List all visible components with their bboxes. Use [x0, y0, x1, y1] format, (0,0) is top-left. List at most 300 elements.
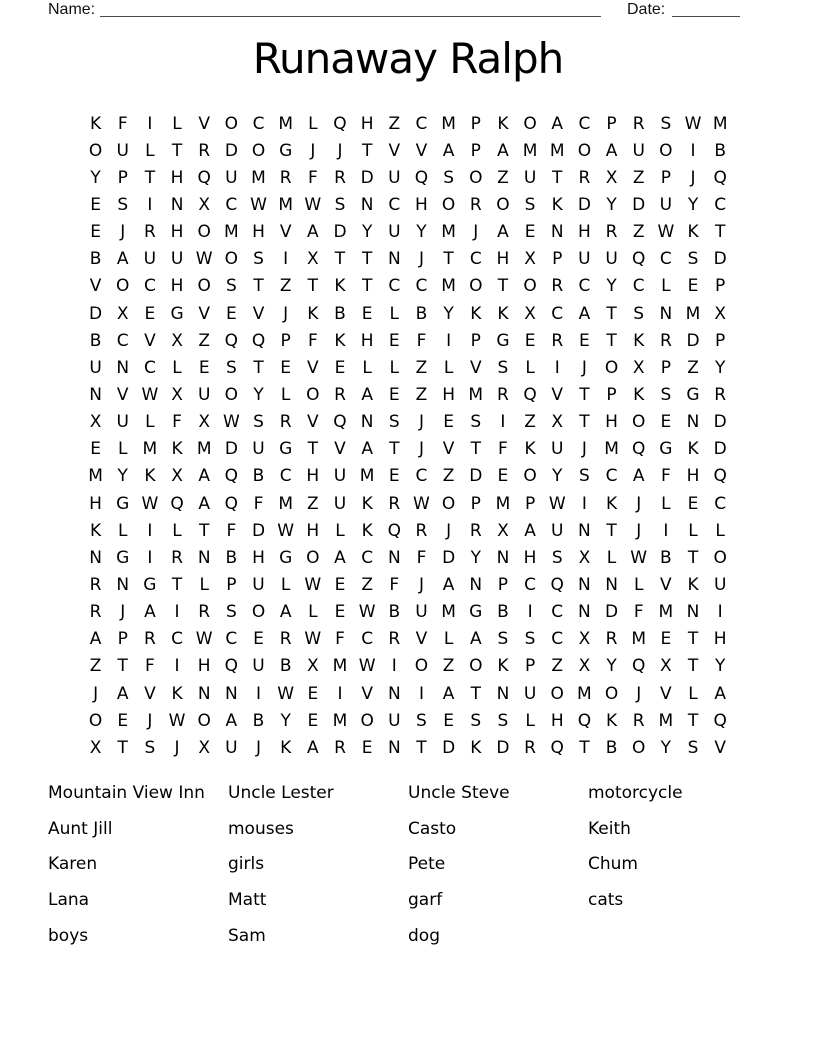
grid-letter: E — [280, 357, 292, 378]
grid-letter: O — [224, 113, 239, 134]
grid-letter: M — [332, 710, 348, 731]
grid-letter: N — [170, 194, 184, 215]
grid-letter: Z — [551, 656, 564, 677]
grid-letter: C — [143, 357, 156, 378]
grid-letter: E — [579, 330, 590, 351]
grid-letter: K — [90, 520, 102, 541]
grid-letter: T — [253, 357, 264, 378]
grid-letter: O — [523, 113, 537, 134]
grid-letter: L — [362, 357, 372, 378]
grid-letter: T — [117, 737, 128, 758]
grid-letter: E — [524, 222, 536, 243]
grid-letter: Z — [632, 167, 645, 188]
grid-row — [82, 544, 734, 571]
grid-letter: N — [469, 574, 483, 595]
grid-letter: N — [387, 547, 401, 568]
grid-letter: A — [116, 249, 129, 270]
grid-letter: J — [283, 303, 289, 324]
grid-letter: T — [687, 629, 699, 650]
grid-letter: N — [686, 602, 700, 623]
grid-letter: Z — [524, 412, 536, 433]
grid-letter: G — [469, 602, 483, 623]
grid-letter: C — [578, 276, 591, 297]
grid-letter: N — [578, 520, 591, 541]
grid-letter: L — [633, 574, 644, 595]
grid-letter: R — [469, 520, 482, 541]
grid-letter: T — [579, 384, 590, 405]
grid-letter: L — [661, 493, 671, 514]
grid-letter: T — [416, 737, 427, 758]
grid-letter: X — [578, 656, 591, 677]
grid-letter: K — [497, 656, 509, 677]
grid-letter: T — [117, 656, 128, 677]
grid-letter: V — [279, 222, 292, 243]
grid-letter: P — [524, 656, 536, 677]
grid-letter: B — [660, 547, 672, 568]
word-list-item: cats — [588, 890, 624, 911]
grid-letter: K — [687, 574, 699, 595]
grid-letter: V — [415, 140, 428, 161]
grid-letter: F — [117, 113, 128, 134]
grid-letter: T — [171, 574, 183, 595]
grid-letter: J — [418, 412, 424, 433]
grid-letter: R — [551, 276, 564, 297]
grid-letter: S — [551, 547, 563, 568]
grid-letter: S — [524, 194, 536, 215]
grid-letter: E — [334, 602, 346, 623]
grid-letter: P — [715, 276, 726, 297]
grid-letter: I — [500, 412, 506, 433]
grid-letter: Q — [550, 737, 564, 758]
grid-letter: K — [280, 737, 292, 758]
grid-letter: S — [660, 113, 672, 134]
grid-letter: L — [145, 140, 155, 161]
grid-letter: A — [307, 222, 319, 243]
grid-letter: B — [89, 330, 102, 351]
grid-letter: K — [171, 439, 183, 460]
grid-letter: R — [551, 330, 564, 351]
grid-letter: Q — [224, 330, 239, 351]
grid-letter: R — [171, 547, 183, 568]
grid-letter: O — [224, 249, 239, 270]
grid-letter: M — [441, 113, 456, 134]
grid-letter: A — [605, 140, 618, 161]
grid-letter: I — [147, 547, 153, 568]
grid-letter: O — [469, 656, 483, 677]
grid-letter: E — [225, 303, 237, 324]
grid-letter: J — [174, 737, 180, 758]
grid-letter: U — [551, 439, 564, 460]
grid-letter: M — [332, 656, 348, 677]
grid-letter: E — [90, 439, 101, 460]
grid-letter: D — [251, 520, 266, 541]
grid-letter: Q — [632, 439, 646, 460]
grid-letter: S — [687, 249, 699, 270]
grid-letter: A — [578, 303, 591, 324]
grid-letter: A — [497, 222, 509, 243]
grid-letter: C — [116, 330, 129, 351]
grid-letter: W — [222, 412, 240, 433]
grid-letter: O — [659, 140, 673, 161]
grid-letter: U — [89, 357, 102, 378]
word-list-item: Pete — [408, 854, 446, 875]
grid-letter: D — [224, 439, 238, 460]
grid-letter: I — [446, 330, 452, 351]
grid-letter: E — [253, 629, 264, 650]
grid-letter: V — [116, 384, 129, 405]
grid-letter: I — [717, 602, 723, 623]
grid-row — [82, 653, 734, 680]
grid-letter: L — [443, 357, 454, 378]
grid-row — [82, 680, 734, 707]
grid-letter: H — [550, 710, 564, 731]
grid-letter: L — [389, 303, 400, 324]
grid-letter: X — [551, 412, 564, 433]
grid-letter: C — [551, 629, 564, 650]
grid-letter: M — [224, 222, 239, 243]
grid-letter: Y — [117, 466, 128, 487]
grid-letter: M — [495, 493, 511, 514]
grid-row — [82, 707, 734, 734]
grid-letter: N — [659, 303, 673, 324]
grid-letter: J — [690, 167, 696, 188]
grid-letter: V — [144, 330, 156, 351]
grid-letter: O — [469, 167, 483, 188]
grid-letter: P — [660, 357, 671, 378]
grid-letter: Q — [414, 167, 429, 188]
grid-letter: W — [684, 113, 702, 134]
grid-letter: Z — [307, 493, 319, 514]
grid-letter: E — [388, 330, 400, 351]
word-list-item: Chum — [588, 854, 638, 875]
grid-letter: M — [278, 493, 293, 514]
grid-row — [82, 273, 734, 300]
grid-letter: T — [253, 276, 264, 297]
grid-letter: J — [636, 520, 642, 541]
grid-letter: L — [172, 113, 182, 134]
grid-letter: L — [308, 113, 318, 134]
grid-letter: K — [687, 222, 699, 243]
grid-letter: S — [470, 412, 482, 433]
grid-letter: C — [361, 629, 374, 650]
word-list-column — [48, 776, 228, 954]
grid-letter: R — [279, 412, 292, 433]
grid-letter: L — [688, 520, 698, 541]
grid-letter: P — [470, 113, 481, 134]
grid-letter: J — [337, 140, 343, 161]
grid-letter: R — [632, 113, 645, 134]
grid-letter: P — [226, 574, 237, 595]
grid-letter: P — [117, 629, 128, 650]
grid-letter: R — [89, 574, 102, 595]
grid-letter: N — [360, 194, 374, 215]
grid-letter: L — [335, 520, 345, 541]
grid-letter: D — [469, 466, 483, 487]
grid-letter: K — [605, 710, 618, 731]
grid-letter: J — [473, 222, 479, 243]
grid-letter: S — [578, 466, 590, 487]
grid-letter: O — [550, 683, 564, 704]
grid-letter: T — [606, 303, 617, 324]
grid-row — [82, 490, 734, 517]
grid-letter: H — [170, 167, 184, 188]
grid-letter: H — [415, 194, 428, 215]
grid-letter: H — [686, 466, 700, 487]
grid-letter: E — [361, 303, 373, 324]
grid-letter: X — [307, 249, 319, 270]
grid-letter: E — [334, 357, 346, 378]
grid-letter: R — [578, 167, 591, 188]
grid-letter: K — [334, 276, 346, 297]
grid-letter: O — [197, 276, 211, 297]
word-list-item: garf — [408, 890, 443, 911]
grid-letter: Z — [361, 574, 373, 595]
grid-letter: X — [89, 737, 102, 758]
grid-letter: T — [579, 412, 590, 433]
grid-letter: Q — [713, 466, 727, 487]
grid-letter: L — [145, 412, 155, 433]
grid-letter: A — [361, 384, 373, 405]
grid-letter: E — [443, 412, 454, 433]
grid-letter: S — [225, 276, 237, 297]
grid-letter: I — [581, 493, 587, 514]
grid-letter: S — [443, 167, 454, 188]
grid-letter: P — [470, 493, 481, 514]
grid-letter: V — [660, 683, 672, 704]
grid-letter: E — [361, 737, 373, 758]
grid-letter: U — [713, 574, 727, 595]
grid-letter: C — [279, 466, 292, 487]
grid-letter: B — [89, 249, 102, 270]
grid-letter: S — [687, 737, 699, 758]
grid-row — [82, 599, 734, 626]
grid-letter: Z — [687, 357, 699, 378]
grid-letter: C — [659, 249, 672, 270]
grid-letter: R — [279, 629, 292, 650]
grid-letter: E — [660, 629, 672, 650]
grid-letter: X — [198, 194, 211, 215]
grid-letter: C — [388, 276, 401, 297]
word-list-item: Matt — [228, 890, 267, 911]
grid-letter: Z — [415, 357, 428, 378]
grid-letter: S — [470, 710, 482, 731]
grid-letter: W — [630, 547, 648, 568]
grid-letter: N — [89, 384, 102, 405]
grid-letter: Q — [333, 113, 347, 134]
grid-letter: R — [89, 602, 102, 623]
grid-letter: R — [198, 602, 211, 623]
grid-letter: U — [388, 167, 401, 188]
grid-letter: H — [306, 466, 320, 487]
grid-letter: T — [443, 249, 454, 270]
grid-letter: D — [577, 194, 591, 215]
grid-letter: S — [334, 194, 346, 215]
grid-letter: Q — [713, 167, 727, 188]
word-list-item: Sam — [228, 925, 266, 946]
grid-letter: R — [497, 384, 509, 405]
grid-letter: C — [714, 493, 727, 514]
grid-letter: D — [333, 222, 347, 243]
grid-letter: R — [388, 629, 401, 650]
grid-letter: H — [496, 249, 510, 270]
grid-letter: L — [688, 683, 698, 704]
grid-letter: A — [361, 439, 373, 460]
word-list-item: Casto — [408, 818, 457, 839]
word-list-item: Lana — [48, 890, 90, 911]
grid-letter: T — [389, 439, 400, 460]
grid-letter: H — [577, 222, 591, 243]
grid-letter: T — [334, 249, 346, 270]
grid-row — [82, 571, 734, 598]
grid-letter: D — [224, 140, 238, 161]
grid-letter: O — [414, 656, 429, 677]
grid-letter: Y — [90, 167, 101, 188]
grid-letter: Z — [415, 384, 428, 405]
grid-letter: Z — [388, 113, 401, 134]
grid-letter: A — [714, 683, 726, 704]
grid-letter: F — [416, 547, 427, 568]
grid-letter: U — [225, 737, 238, 758]
grid-letter: G — [279, 140, 293, 161]
grid-letter: N — [578, 602, 591, 623]
grid-letter: K — [470, 303, 482, 324]
grid-letter: W — [195, 249, 213, 270]
grid-letter: N — [225, 683, 238, 704]
grid-letter: N — [197, 683, 211, 704]
grid-letter: M — [522, 140, 538, 161]
grid-letter: X — [171, 466, 183, 487]
word-list-item: mouses — [228, 818, 294, 839]
grid-letter: J — [418, 439, 424, 460]
grid-letter: U — [659, 194, 673, 215]
grid-letter: D — [89, 303, 103, 324]
grid-letter: A — [442, 574, 455, 595]
grid-letter: T — [307, 276, 319, 297]
grid-letter: U — [578, 249, 591, 270]
grid-letter: B — [225, 547, 238, 568]
grid-letter: L — [117, 520, 128, 541]
grid-letter: C — [171, 629, 183, 650]
grid-letter: K — [497, 303, 509, 324]
grid-letter: X — [578, 547, 591, 568]
grid-letter: R — [279, 167, 292, 188]
grid-letter: U — [252, 574, 265, 595]
grid-letter: Y — [606, 656, 617, 677]
grid-letter: R — [143, 629, 156, 650]
grid-letter: K — [307, 303, 319, 324]
grid-letter: N — [496, 683, 510, 704]
grid-letter: K — [633, 330, 645, 351]
grid-letter: Q — [577, 710, 592, 731]
grid-letter: O — [713, 547, 727, 568]
grid-letter: X — [660, 656, 672, 677]
grid-letter: W — [168, 710, 186, 731]
grid-letter: Q — [632, 249, 646, 270]
grid-letter: O — [360, 710, 374, 731]
grid-row — [82, 626, 734, 653]
grid-letter: Z — [279, 276, 292, 297]
grid-row — [82, 381, 734, 408]
grid-letter: B — [388, 602, 401, 623]
grid-letter: M — [441, 222, 456, 243]
grid-letter: O — [604, 683, 619, 704]
grid-row — [82, 517, 734, 544]
grid-letter: N — [686, 412, 700, 433]
grid-letter: N — [116, 357, 130, 378]
word-list-item: Mountain View Inn — [48, 783, 205, 803]
grid-letter: I — [174, 656, 180, 677]
grid-letter: R — [659, 330, 672, 351]
grid-letter: T — [579, 737, 590, 758]
grid-letter: E — [117, 710, 129, 731]
word-list-item: Uncle Steve — [408, 783, 510, 803]
grid-letter: F — [389, 574, 400, 595]
grid-letter: K — [361, 493, 373, 514]
grid-letter: U — [252, 439, 265, 460]
grid-letter: I — [418, 683, 424, 704]
grid-letter: B — [334, 303, 346, 324]
grid-letter: P — [280, 330, 291, 351]
grid-letter: F — [226, 520, 237, 541]
grid-letter: U — [225, 167, 238, 188]
grid-letter: H — [523, 547, 537, 568]
grid-letter: K — [633, 384, 645, 405]
grid-letter: B — [252, 466, 265, 487]
grid-letter: E — [443, 710, 454, 731]
grid-letter: N — [550, 222, 564, 243]
grid-letter: H — [306, 520, 320, 541]
grid-letter: M — [142, 439, 158, 460]
grid-row — [82, 219, 734, 246]
grid-letter: K — [144, 466, 156, 487]
grid-letter: V — [307, 357, 319, 378]
grid-letter: K — [687, 439, 699, 460]
grid-letter: T — [361, 276, 373, 297]
grid-letter: O — [88, 140, 103, 161]
grid-letter: S — [117, 194, 129, 215]
grid-letter: Q — [251, 330, 266, 351]
grid-letter: W — [358, 656, 376, 677]
grid-letter: U — [388, 710, 401, 731]
grid-letter: N — [605, 574, 618, 595]
grid-letter: L — [661, 276, 671, 297]
grid-letter: S — [225, 357, 237, 378]
grid-letter: V — [388, 140, 401, 161]
grid-letter: Z — [442, 656, 455, 677]
grid-letter: A — [469, 629, 482, 650]
grid-letter: J — [147, 710, 153, 731]
grid-letter: H — [252, 222, 265, 243]
grid-letter: M — [278, 113, 293, 134]
grid-letter: B — [497, 602, 509, 623]
grid-letter: C — [415, 113, 428, 134]
grid-letter: K — [497, 113, 509, 134]
grid-letter: I — [554, 357, 560, 378]
grid-letter: N — [116, 574, 130, 595]
grid-letter: O — [197, 710, 211, 731]
grid-letter: Y — [687, 194, 699, 215]
grid-letter: M — [468, 384, 484, 405]
grid-letter: J — [446, 520, 452, 541]
grid-letter: W — [548, 493, 566, 514]
grid-letter: X — [714, 303, 726, 324]
grid-letter: D — [713, 249, 727, 270]
word-list-item: dog — [408, 925, 440, 946]
grid-letter: Q — [224, 493, 239, 514]
grid-letter: G — [279, 439, 293, 460]
grid-letter: V — [252, 303, 265, 324]
grid-letter: B — [252, 710, 265, 731]
